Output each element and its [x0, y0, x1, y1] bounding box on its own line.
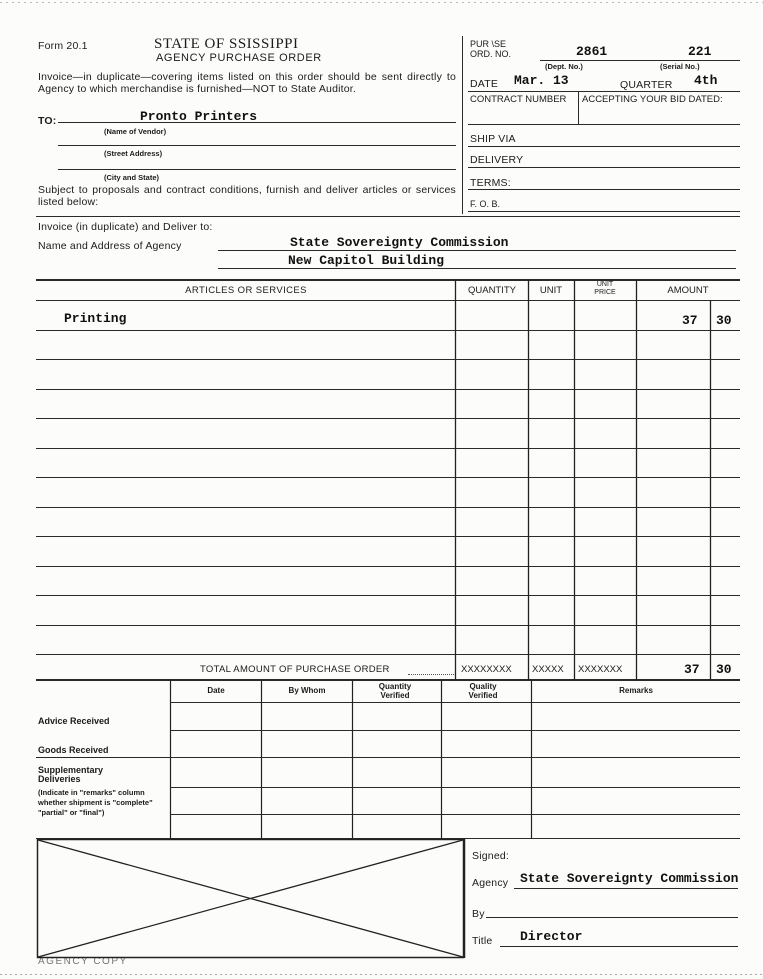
receipt-header-date: Date	[207, 686, 225, 695]
date-label: DATE	[470, 78, 499, 90]
dept-number: 2861	[576, 44, 608, 59]
total-quantity-x: XXXXXXXX	[461, 664, 512, 675]
signed-label: Signed:	[472, 850, 510, 862]
sig-title-value: Director	[520, 929, 583, 944]
receipt-header-quantity-verified: Quantity Verified	[378, 682, 412, 700]
serial-caption: (Serial No.)	[660, 62, 700, 71]
col-header-amount: AMOUNT	[667, 285, 709, 296]
total-dollars: 37	[684, 662, 700, 677]
pur-label: PUR \SE	[470, 39, 507, 49]
receipt-header-quality-verified: Quality Verified	[468, 682, 498, 700]
serial-number: 221	[688, 44, 712, 59]
receipt-header-by-whom: By Whom	[288, 686, 326, 695]
invoice-deliver-label: Invoice (in duplicate) and Deliver to:	[38, 221, 213, 233]
fob-label: F. O. B.	[470, 199, 501, 209]
quarter-value: 4th	[694, 73, 718, 88]
col-header-quantity: QUANTITY	[467, 285, 517, 296]
col-header-unit: UNIT	[539, 285, 563, 296]
ord-label: ORD. NO.	[470, 49, 512, 59]
vendor-name-caption: (Name of Vendor)	[104, 127, 167, 136]
col-header-articles: ARTICLES OR SERVICES	[185, 285, 307, 296]
city-caption: (City and State)	[104, 173, 160, 182]
delivery-label: DELIVERY	[470, 154, 524, 166]
order-title: AGENCY PURCHASE ORDER	[156, 52, 322, 64]
state-title: STATE OF SSISSIPPI	[154, 36, 299, 52]
date-value: Mar. 13	[514, 73, 569, 88]
ship-via-label: SHIP VIA	[470, 133, 516, 145]
dept-caption: (Dept. No.)	[545, 62, 583, 71]
form-number: Form 20.1	[38, 40, 88, 52]
agency-address-value: New Capitol Building	[288, 253, 445, 268]
sig-title-label: Title	[472, 935, 493, 947]
sig-by-label: By	[472, 908, 485, 920]
agency-copy-label: AGENCY COPY	[38, 956, 128, 967]
quarter-label: QUARTER	[620, 79, 673, 91]
vendor-name: Pronto Printers	[140, 109, 258, 124]
total-unit-x: XXXXX	[532, 664, 564, 675]
contract-number-label: CONTRACT NUMBER	[470, 94, 567, 105]
total-cents: 30	[716, 662, 732, 677]
supplementary-note: (Indicate in "remarks" column whether shipment is "complete" "partial" or "final")	[38, 788, 153, 817]
item-dollars: 37	[682, 313, 698, 328]
accepting-bid-label: ACCEPTING YOUR BID DATED:	[582, 94, 723, 105]
street-caption: (Street Address)	[104, 149, 163, 158]
item-cents: 30	[716, 313, 732, 328]
terms-label: TERMS:	[470, 177, 511, 189]
item-article: Printing	[64, 311, 127, 326]
sig-agency-value: State Sovereignty Commission	[520, 871, 739, 886]
sig-agency-label: Agency	[472, 877, 509, 889]
total-unit-price-x: XXXXXXX	[578, 664, 623, 675]
col-header-unit-price: UNIT PRICE	[594, 281, 616, 296]
goods-received-label: Goods Received	[38, 745, 109, 755]
agency-name-label: Name and Address of Agency	[38, 240, 182, 252]
invoice-instruction: Invoice—in duplicate—covering items listed on this order should be sent directly to Agency to which merchandise is furnished—NOT to State Auditor.	[38, 71, 456, 95]
advice-received-label: Advice Received	[38, 716, 110, 726]
receipt-header-remarks: Remarks	[619, 686, 653, 695]
subject-text: Subject to proposals and contract conditions, furnish and deliver articles or services listed below:	[38, 184, 456, 208]
agency-name-value: State Sovereignty Commission	[290, 235, 509, 250]
total-label: TOTAL AMOUNT OF PURCHASE ORDER	[200, 664, 390, 675]
supplementary-label: Supplementary Deliveries	[38, 765, 104, 784]
to-label: TO:	[38, 115, 57, 127]
